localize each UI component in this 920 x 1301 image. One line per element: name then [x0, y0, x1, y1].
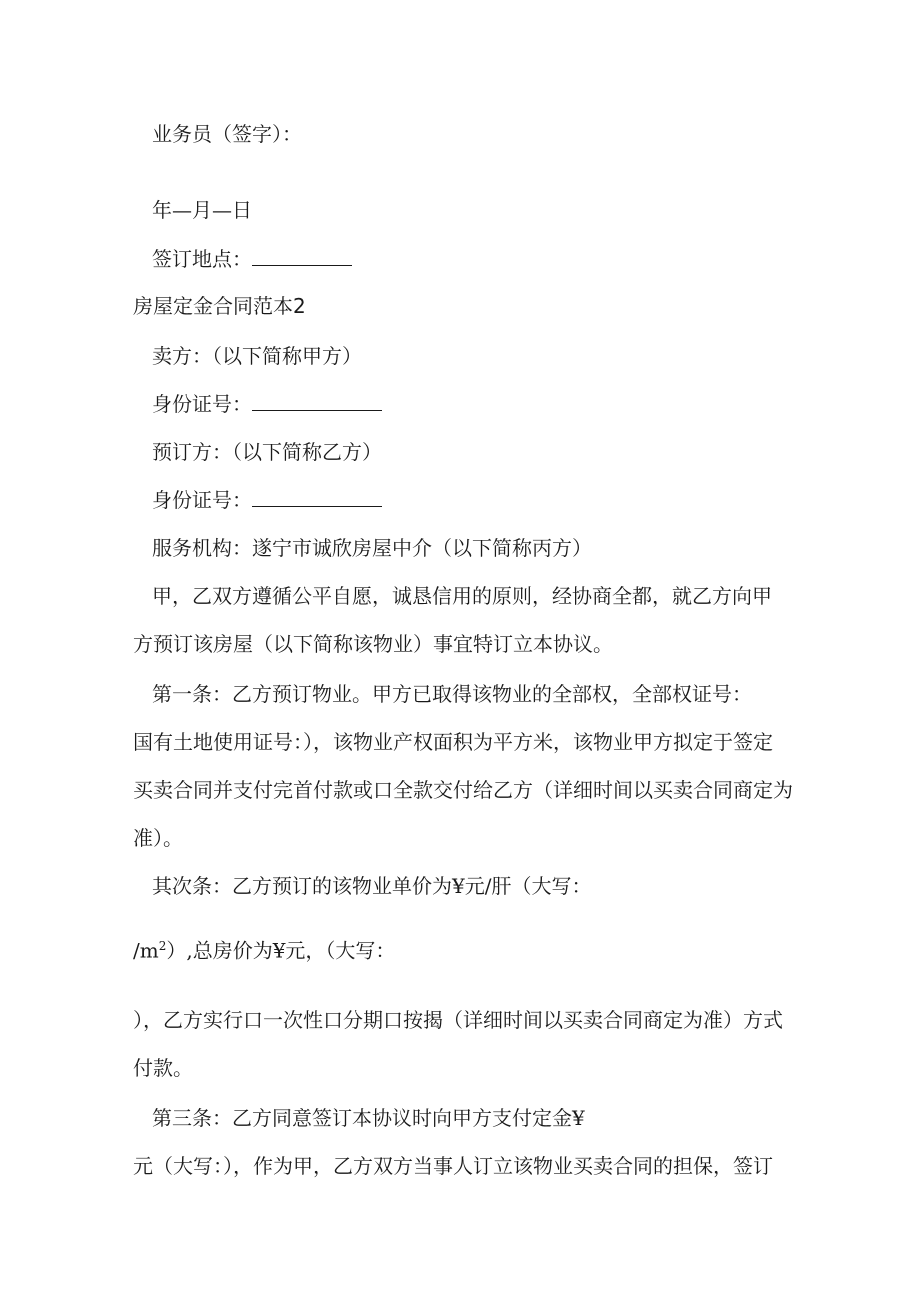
article-3-line-2: 元（大写：），作为甲，乙方双方当事人订立该物业买卖合同的担保，签订: [133, 1154, 773, 1178]
date-line: 年—月—日: [152, 198, 252, 222]
agency-line: 服务机构：遂宁市诚欣房屋中介（以下简称丙方）: [152, 536, 592, 560]
contract-title: 房屋定金合同范本2: [133, 294, 306, 318]
article-1-line-2: 国有土地使用证号：），该物业产权面积为平方米，该物业甲方拟定于签定: [133, 730, 773, 754]
signing-place-label: 签订地点：: [152, 247, 252, 271]
article-2-line-3: ），乙方实行口一次性口分期口按揭（详细时间以买卖合同商定为准）方式: [133, 1008, 783, 1032]
signing-place-line: [152, 246, 352, 272]
article-2-line-2: [133, 933, 395, 964]
unit-prefix: /m: [133, 938, 159, 963]
signing-place-blank: [252, 247, 352, 266]
seller-line: 卖方：（以下简称甲方）: [152, 344, 362, 368]
article-3-line-1: 第三条：乙方同意签订本协议时向甲方支付定金¥: [152, 1106, 585, 1130]
article-2-line-1: 其次条：乙方预订的该物业单价为¥元/肝（大写：: [152, 874, 592, 898]
preamble-line-2: 方预订该房屋（以下简称该物业）事宜特订立本协议。: [133, 632, 613, 656]
salesperson-signature-line: 业务员（签字）：: [152, 122, 302, 146]
seller-id-label: 身份证号：: [152, 392, 252, 416]
article-1-line-3: 买卖合同并支付完首付款或口全款交付给乙方（详细时间以买卖合同商定为: [133, 778, 793, 802]
seller-id-blank: [252, 392, 382, 411]
buyer-id-blank: [252, 488, 382, 507]
article-2-line-4: 付款。: [133, 1056, 193, 1080]
article-1-line-1: 第一条：乙方预订物业。甲方已取得该物业的全部权，全部权证号：: [152, 682, 752, 706]
article-1-line-4: 准）。: [133, 826, 183, 850]
buyer-id-label: 身份证号：: [152, 488, 252, 512]
buyer-line: 预订方：（以下简称乙方）: [152, 440, 382, 464]
total-price-text: ）,总房价为¥元，（大写：: [166, 938, 396, 963]
seller-id-line: [152, 391, 382, 417]
preamble-line-1: 甲，乙双方遵循公平自愿，诚恳信用的原则，经协商全都，就乙方向甲: [152, 584, 772, 608]
buyer-id-line: [152, 487, 382, 513]
unit-superscript: 2: [158, 939, 167, 953]
